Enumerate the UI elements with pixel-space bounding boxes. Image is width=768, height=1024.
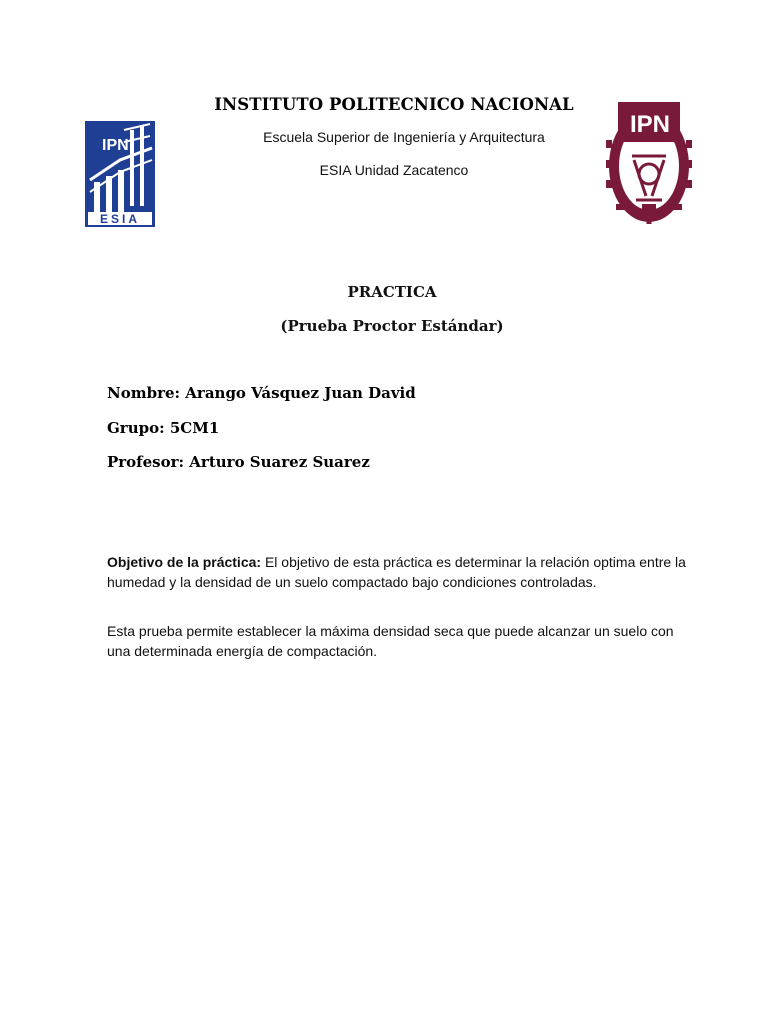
institution-title: INSTITUTO POLITECNICO NACIONAL <box>214 95 574 114</box>
ipn-logo-text: IPN <box>629 111 671 138</box>
esia-logo-graphic <box>84 120 156 230</box>
document-subtitle: (Prueba Proctor Estándar) <box>280 317 504 335</box>
school-name: Escuela Superior de Ingeniería y Arquitectura <box>263 129 545 145</box>
professor-name: Profesor: Arturo Suarez Suarez <box>107 453 370 471</box>
ipn-logo-graphic <box>606 100 692 224</box>
student-group: Grupo: 5CM1 <box>107 419 220 437</box>
esia-logo-top-text: IPN <box>102 137 129 154</box>
esia-logo-bottom-text: ESIA <box>99 212 141 226</box>
ipn-logo <box>606 100 692 224</box>
esia-logo <box>84 120 156 230</box>
student-name: Nombre: Arango Vásquez Juan David <box>107 384 416 402</box>
description-paragraph: Esta prueba permite establecer la máxima densidad seca que puede alcanzar un suelo con una determinada energía de compactación. <box>107 623 674 659</box>
unit-name: ESIA Unidad Zacatenco <box>319 162 469 178</box>
document-type: PRACTICA <box>347 283 437 301</box>
objective-label: Objetivo de la práctica: <box>107 554 262 570</box>
objective-paragraph <box>107 552 687 592</box>
objective-text: El objetivo de esta práctica es determinar la relación optima entre la humedad y la densidad de un suelo compactado bajo condiciones controladas. <box>107 554 686 590</box>
